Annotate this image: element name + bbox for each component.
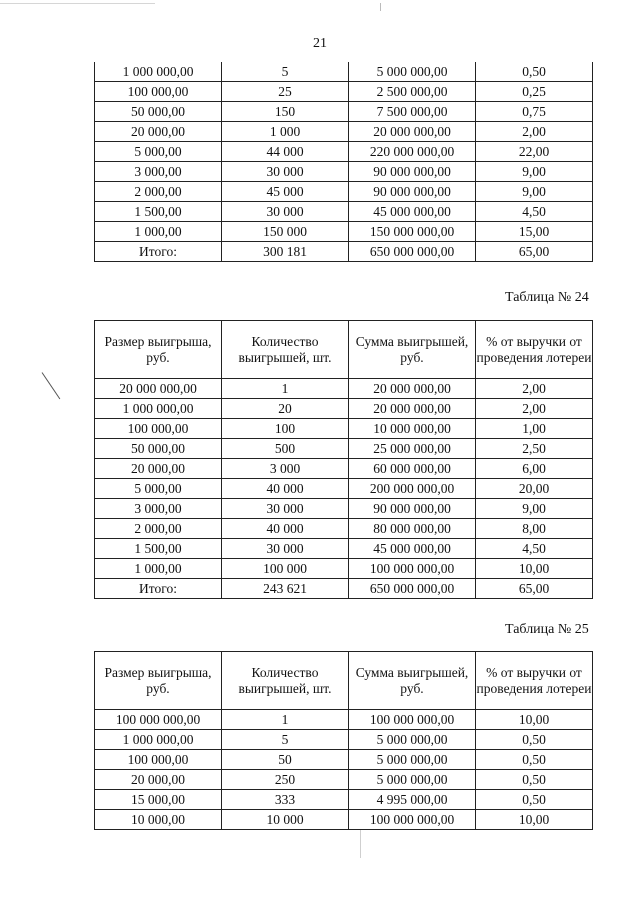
table-row: [95, 559, 593, 579]
table-body: [95, 379, 593, 599]
table-cell: 200 000 000,00: [349, 479, 476, 499]
table-cell: 65,00: [476, 242, 593, 262]
table-cell: 650 000 000,00: [349, 579, 476, 599]
table-cell: 150 000 000,00: [349, 222, 476, 242]
table-cell: 10 000: [222, 810, 349, 830]
table-cell: 65,00: [476, 579, 593, 599]
table-cell: 20 000 000,00: [349, 399, 476, 419]
table-body: [95, 710, 593, 830]
table-row: [95, 519, 593, 539]
column-header: Сумма выигрышей, руб.: [349, 321, 476, 379]
table-cell: 10 000,00: [95, 810, 222, 830]
table-cell: 45 000: [222, 182, 349, 202]
table-cell: 20: [222, 399, 349, 419]
table-row: [95, 182, 593, 202]
table-cell: 45 000 000,00: [349, 202, 476, 222]
table-cell: 0,50: [476, 62, 593, 82]
table-row: [95, 379, 593, 399]
table-cell: 2 000,00: [95, 519, 222, 539]
table-row: [95, 459, 593, 479]
table-cell: 100 000,00: [95, 419, 222, 439]
table-cell: 10,00: [476, 710, 593, 730]
table-caption: Таблица № 25: [505, 622, 589, 637]
table-cell: 5 000 000,00: [349, 770, 476, 790]
table-cell: 50 000,00: [95, 439, 222, 459]
table-cell: 1 500,00: [95, 202, 222, 222]
table-cell: 0,50: [476, 790, 593, 810]
table-25: [94, 651, 593, 830]
table-cell: 80 000 000,00: [349, 519, 476, 539]
table-cell: 150 000: [222, 222, 349, 242]
table-cell: 1 000: [222, 122, 349, 142]
table-cell: 2,00: [476, 399, 593, 419]
table-cell: 100: [222, 419, 349, 439]
table-cell: 150: [222, 102, 349, 122]
table-cell: 0,50: [476, 730, 593, 750]
table-cell: 0,50: [476, 770, 593, 790]
table-row: [95, 242, 593, 262]
table-cell: 30 000: [222, 499, 349, 519]
table-cell: 4,50: [476, 202, 593, 222]
table-cell: 100 000,00: [95, 750, 222, 770]
table-cell: 5 000,00: [95, 142, 222, 162]
table-row: [95, 419, 593, 439]
page-number: 21: [313, 36, 327, 51]
table-cell: 1,00: [476, 419, 593, 439]
scan-edge-mark: [380, 3, 381, 11]
table-cell: 3 000,00: [95, 499, 222, 519]
column-header: Размер выигрыша, руб.: [95, 652, 222, 710]
table-row: [95, 790, 593, 810]
column-header: % от выручки от проведения лотереи: [476, 321, 593, 379]
column-header: Размер выигрыша, руб.: [95, 321, 222, 379]
table-cell: 5 000 000,00: [349, 750, 476, 770]
table-row: [95, 102, 593, 122]
table-cell: 20 000 000,00: [95, 379, 222, 399]
table-cell: 1: [222, 379, 349, 399]
table-row: [95, 479, 593, 499]
table-cell: 5: [222, 62, 349, 82]
table-cell: 30 000: [222, 539, 349, 559]
table-cell: 100 000 000,00: [349, 559, 476, 579]
table-cell: 100 000: [222, 559, 349, 579]
table-header-row: [95, 652, 593, 710]
table-row: [95, 142, 593, 162]
table-row: [95, 222, 593, 242]
table-cell: 9,00: [476, 162, 593, 182]
scan-edge-mark: [360, 830, 361, 858]
table-cell: 250: [222, 770, 349, 790]
table-cell: 60 000 000,00: [349, 459, 476, 479]
table-cell: 243 621: [222, 579, 349, 599]
table-cell: 650 000 000,00: [349, 242, 476, 262]
table-cell: 20 000,00: [95, 459, 222, 479]
table-cell: 2 500 000,00: [349, 82, 476, 102]
table-cell: 4,50: [476, 539, 593, 559]
table-cell: 10,00: [476, 810, 593, 830]
table-24: [94, 320, 593, 599]
table-row: [95, 62, 593, 82]
column-header: Количество выигрышей, шт.: [222, 321, 349, 379]
table-cell: 3 000,00: [95, 162, 222, 182]
table-row: [95, 162, 593, 182]
table-cell: 220 000 000,00: [349, 142, 476, 162]
table-cell: 100 000 000,00: [349, 710, 476, 730]
table-cell: 1: [222, 710, 349, 730]
table-row: [95, 579, 593, 599]
table-cell: 1 000 000,00: [95, 399, 222, 419]
table-cell: 20 000,00: [95, 770, 222, 790]
table-cell: 300 181: [222, 242, 349, 262]
table-cell: 1 500,00: [95, 539, 222, 559]
table-row: [95, 439, 593, 459]
table-cell: 40 000: [222, 479, 349, 499]
table-cell: 40 000: [222, 519, 349, 539]
table-cell: 90 000 000,00: [349, 182, 476, 202]
table-cell: 15,00: [476, 222, 593, 242]
table-cell: 100 000 000,00: [95, 710, 222, 730]
table-cell: 1 000,00: [95, 559, 222, 579]
table-row: [95, 710, 593, 730]
table-cell: 50 000,00: [95, 102, 222, 122]
table-cell: 100 000,00: [95, 82, 222, 102]
table-cell: 9,00: [476, 499, 593, 519]
table-cell: 20 000 000,00: [349, 122, 476, 142]
table-caption: Таблица № 24: [505, 290, 589, 305]
table-cell: 30 000: [222, 202, 349, 222]
table-cell: 100 000 000,00: [349, 810, 476, 830]
table-cell: 25: [222, 82, 349, 102]
table-cell: 500: [222, 439, 349, 459]
table-cell: 5 000 000,00: [349, 730, 476, 750]
table-cell: 1 000 000,00: [95, 730, 222, 750]
table-cell: 1 000 000,00: [95, 62, 222, 82]
table-cell: 10 000 000,00: [349, 419, 476, 439]
table-row: [95, 122, 593, 142]
table-row: [95, 202, 593, 222]
table-header-row: [95, 321, 593, 379]
table-cell: 44 000: [222, 142, 349, 162]
table-cell: 3 000: [222, 459, 349, 479]
table-cell: 2,00: [476, 379, 593, 399]
table-cell: 45 000 000,00: [349, 539, 476, 559]
table-cell: 8,00: [476, 519, 593, 539]
table-cell: 2,50: [476, 439, 593, 459]
table-row: [95, 539, 593, 559]
column-header: % от выручки от проведения лотереи: [476, 652, 593, 710]
table-cell: 22,00: [476, 142, 593, 162]
table-cell: 5 000,00: [95, 479, 222, 499]
table-cell: 25 000 000,00: [349, 439, 476, 459]
table-cell: 0,25: [476, 82, 593, 102]
table-cell: 90 000 000,00: [349, 499, 476, 519]
table-cell: 6,00: [476, 459, 593, 479]
table-cell: 5 000 000,00: [349, 62, 476, 82]
scan-edge-mark: [0, 3, 155, 4]
table-row: [95, 770, 593, 790]
table-cell: 90 000 000,00: [349, 162, 476, 182]
table-cell: 15 000,00: [95, 790, 222, 810]
table-row: [95, 82, 593, 102]
table-body: [95, 62, 593, 262]
table-cell: 30 000: [222, 162, 349, 182]
table-cell: 2 000,00: [95, 182, 222, 202]
table-row: [95, 750, 593, 770]
table-cell: 20 000 000,00: [349, 379, 476, 399]
column-header: Сумма выигрышей, руб.: [349, 652, 476, 710]
table-row: [95, 730, 593, 750]
table-row: [95, 810, 593, 830]
table-row: [95, 499, 593, 519]
table-cell: 0,50: [476, 750, 593, 770]
table-cell: 1 000,00: [95, 222, 222, 242]
table-cell: Итого:: [95, 242, 222, 262]
pen-stroke-mark: [42, 372, 61, 399]
table-cell: 0,75: [476, 102, 593, 122]
column-header: Количество выигрышей, шт.: [222, 652, 349, 710]
table-cell: 7 500 000,00: [349, 102, 476, 122]
table-cell: 20 000,00: [95, 122, 222, 142]
table-row: [95, 399, 593, 419]
table-cell: 50: [222, 750, 349, 770]
table-cell: 333: [222, 790, 349, 810]
table-cell: 20,00: [476, 479, 593, 499]
table-continued: [94, 62, 593, 262]
table-cell: Итого:: [95, 579, 222, 599]
table-cell: 9,00: [476, 182, 593, 202]
table-cell: 5: [222, 730, 349, 750]
table-cell: 10,00: [476, 559, 593, 579]
table-cell: 2,00: [476, 122, 593, 142]
table-cell: 4 995 000,00: [349, 790, 476, 810]
